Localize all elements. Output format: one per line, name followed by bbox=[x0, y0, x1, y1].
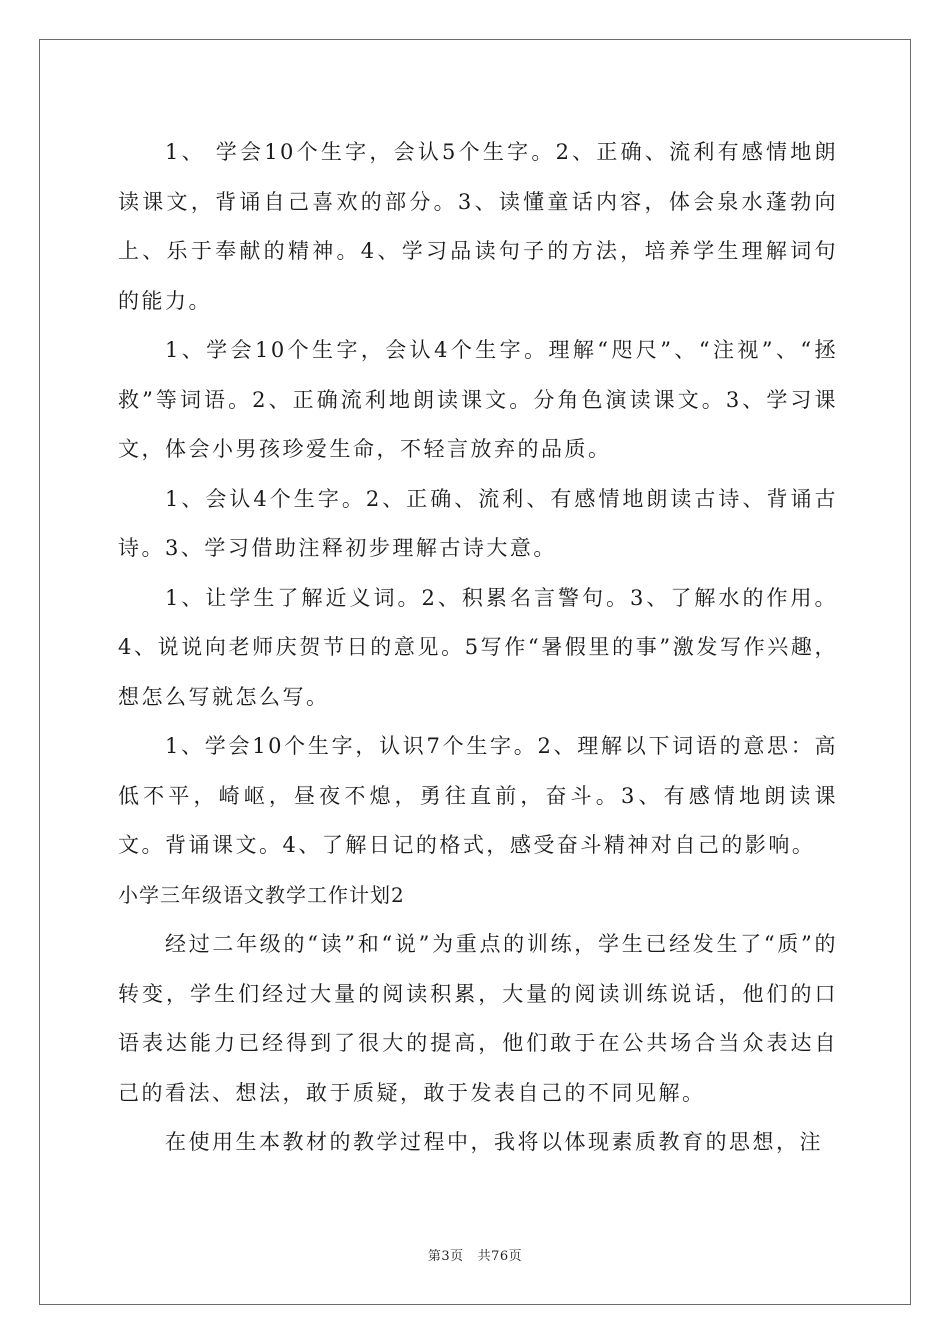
document-body bbox=[118, 128, 838, 1168]
paragraph-6: 经过二年级的“读”和“说”为重点的训练，学生已经发生了“质”的转变，学生们经过大量的阅读积累，大量的阅读训练说话，他们的口语表达能力已经得到了很大的提高，他们敢于在公共场合当众表达自己的看法、想法，敢于质疑，敢于发表自己的不同见解。 bbox=[118, 932, 838, 1105]
paragraph-3: 1、会认4个生字。2、正确、流利、有感情地朗读古诗、背诵古诗。3、学习借助注释初步理解古诗大意。 bbox=[118, 486, 838, 560]
section-title: 小学三年级语文教学工作计划2 bbox=[118, 882, 405, 907]
paragraph-5: 1、学会10个生字，认识7个生字。2、理解以下词语的意思：高低不平，崎岖，昼夜不熄，勇往直前，奋斗。3、有感情地朗读课文。背诵课文。4、了解日记的格式，感受奋斗精神对自己的影响。 bbox=[118, 734, 838, 857]
total-pages: 共76页 bbox=[477, 1249, 523, 1264]
paragraph-4: 1、让学生了解近义词。2、积累名言警句。3、了解水的作用。4、说说向老师庆贺节日的意见。5写作“暑假里的事”激发写作兴趣，想怎么写就怎么写。 bbox=[118, 585, 838, 709]
page-footer bbox=[0, 1245, 950, 1264]
page-number: 第3页 bbox=[427, 1249, 464, 1264]
paragraph-7: 在使用生本教材的教学过程中，我将以体现素质教育的思想，注 bbox=[165, 1130, 823, 1154]
paragraph-1: 1、 学会10个生字，会认5个生字。2、正确、流利有感情地朗读课文，背诵自己喜欢的部分。3、读懂童话内容，体会泉水蓬勃向上、乐于奉献的精神。4、学习品读句子的方法，培养学生理解词句的能力。 bbox=[118, 140, 838, 313]
paragraph-2: 1、学会10个生字，会认4个生字。理解“咫尺”、“注视”、“拯救”等词语。2、正确流利地朗读课文。分角色演读课文。3、学习课文，体会小男孩珍爱生命，不轻言放弃的品质。 bbox=[118, 338, 838, 461]
